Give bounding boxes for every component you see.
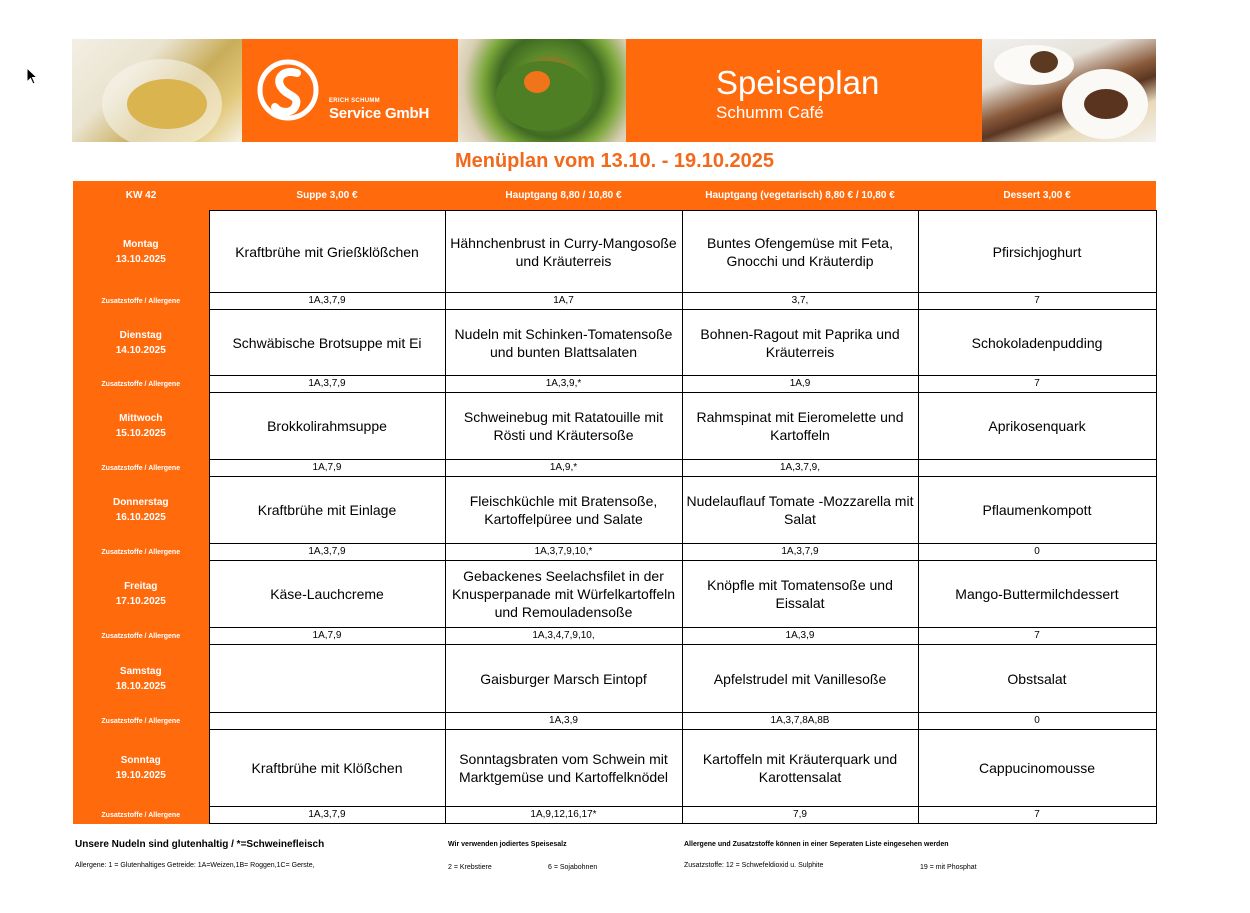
day-cell [73, 393, 209, 460]
dessert-allergens: 7 [918, 628, 1156, 645]
dessert-allergens [918, 460, 1156, 477]
day-name: Sonntag [120, 755, 161, 766]
soup-dish: Schwäbische Brotsuppe mit Ei [209, 310, 445, 376]
footer-noodles-note: Unsere Nudeln sind glutenhaltig / *=Schweinefleisch [75, 839, 325, 850]
day-name: Samstag [119, 665, 162, 677]
menu-row [73, 477, 1156, 544]
day-cell [73, 211, 209, 293]
menu-row [73, 645, 1156, 713]
company-name: Service GmbH [329, 105, 430, 122]
allergen-label: Zusatzstoffe / Allergene [73, 544, 209, 561]
food-photo-salad [458, 39, 626, 142]
soup-allergens: 1A,3,7,9 [209, 544, 445, 561]
dessert-dish: Obstsalat [918, 645, 1156, 713]
soup-allergens [209, 713, 445, 730]
footer-crustaceans: 2 = Krebstiere [448, 864, 492, 871]
header-soup: Suppe 3,00 € [209, 181, 445, 211]
menu-row [73, 561, 1156, 628]
footer-phosphate: 19 = mit Phosphat [920, 864, 977, 871]
mouse-cursor-icon [26, 67, 38, 85]
soup-dish: Kraftbrühe mit Einlage [209, 477, 445, 544]
day-name: Mittwoch [119, 413, 163, 424]
day-date: 17.10.2025 [115, 596, 166, 607]
allergen-row [73, 544, 1156, 561]
vegetarian-allergens: 1A,9 [682, 376, 918, 393]
soup-dish: Kraftbrühe mit Klößchen [209, 730, 445, 807]
menu-row [73, 730, 1156, 807]
main-allergens: 1A,3,4,7,9,10, [445, 628, 682, 645]
header-week: KW 42 [73, 181, 209, 211]
soup-allergens: 1A,7,9 [209, 628, 445, 645]
day-cell [73, 730, 209, 807]
footer-soy: 6 = Sojabohnen [548, 864, 598, 871]
title-banner [626, 39, 982, 142]
main-dish: Hähnchenbrust in Curry-Mangosoße und Kräuterreis [445, 211, 682, 293]
day-date: 13.10.2025 [115, 253, 166, 265]
footer-list-note: Allergene und Zusatzstoffe können in einer Seperaten Liste eingesehen werden [684, 841, 949, 848]
dessert-allergens: 0 [918, 544, 1156, 561]
vegetarian-allergens: 1A,3,9 [682, 628, 918, 645]
allergen-row [73, 807, 1156, 824]
menu-row [73, 310, 1156, 376]
allergen-row [73, 460, 1156, 477]
allergen-row [73, 293, 1156, 310]
day-date: 18.10.2025 [115, 680, 166, 692]
day-name: Dienstag [119, 329, 162, 341]
soup-allergens: 1A,3,7,9 [209, 293, 445, 310]
main-allergens: 1A,3,7,9,10,* [445, 544, 682, 561]
main-dish: Fleischküchle mit Bratensoße, Kartoffelpüree und Salate [445, 477, 682, 544]
dessert-allergens: 7 [918, 376, 1156, 393]
dessert-allergens: 7 [918, 807, 1156, 824]
footer-salt-note: Wir verwenden jodiertes Speisesalz [448, 841, 567, 848]
main-dish: Gaisburger Marsch Eintopf [445, 645, 682, 713]
allergen-row [73, 713, 1156, 730]
dessert-allergens: 7 [918, 293, 1156, 310]
food-photo-meatballs [982, 39, 1156, 142]
page-subtitle: Schumm Café [716, 103, 824, 122]
dessert-dish: Schokoladenpudding [918, 310, 1156, 376]
schumm-logo-icon [257, 59, 319, 121]
vegetarian-allergens: 1A,3,7,9 [682, 544, 918, 561]
day-cell [73, 645, 209, 713]
allergen-label: Zusatzstoffe / Allergene [73, 807, 209, 824]
vegetarian-allergens: 1A,3,7,9, [682, 460, 918, 477]
soup-dish: Kraftbrühe mit Grießklößchen [209, 211, 445, 293]
day-name: Donnerstag [112, 497, 169, 508]
header-vegetarian: Hauptgang (vegetarisch) 8,80 € / 10,80 € [682, 181, 918, 211]
allergen-label: Zusatzstoffe / Allergene [73, 713, 209, 730]
vegetarian-dish: Nudelauflauf Tomate -Mozzarella mit Salat [682, 477, 918, 544]
menu-period-heading: Menüplan vom 13.10. - 19.10.2025 [454, 150, 775, 172]
day-date: 16.10.2025 [115, 512, 166, 523]
main-dish: Sonntagsbraten vom Schwein mit Marktgemüse und Kartoffelknödel [445, 730, 682, 807]
company-small-name: ERICH SCHUMM [329, 98, 380, 104]
footer-allergens: Allergene: 1 = Glutenhaltiges Getreide: 1A=Weizen,1B= Roggen,1C= Gerste, [75, 862, 315, 869]
soup-dish [209, 645, 445, 713]
vegetarian-dish: Kartoffeln mit Kräuterquark und Karottensalat [682, 730, 918, 807]
dessert-dish: Pflaumenkompott [918, 477, 1156, 544]
dessert-dish: Cappucinomousse [918, 730, 1156, 807]
menu-row [73, 211, 1156, 293]
day-date: 19.10.2025 [115, 770, 166, 781]
main-allergens: 1A,3,9,* [445, 376, 682, 393]
main-dish: Gebackenes Seelachsfilet in der Knusperpanade mit Würfelkartoffeln und Remouladensoße [445, 561, 682, 628]
food-photo-pasta [72, 39, 242, 142]
soup-dish: Brokkolirahmsuppe [209, 393, 445, 460]
header-main: Hauptgang 8,80 / 10,80 € [445, 181, 682, 211]
main-dish: Schweinebug mit Ratatouille mit Rösti und Kräutersoße [445, 393, 682, 460]
vegetarian-dish: Rahmspinat mit Eieromelette und Kartoffeln [682, 393, 918, 460]
allergen-label: Zusatzstoffe / Allergene [73, 460, 209, 477]
day-cell [73, 561, 209, 628]
soup-allergens: 1A,3,7,9 [209, 376, 445, 393]
day-date: 15.10.2025 [115, 428, 166, 439]
allergen-label: Zusatzstoffe / Allergene [73, 376, 209, 393]
header-dessert: Dessert 3,00 € [918, 181, 1156, 211]
day-cell [73, 477, 209, 544]
vegetarian-allergens: 3,7, [682, 293, 918, 310]
allergen-label: Zusatzstoffe / Allergene [73, 628, 209, 645]
day-name: Montag [122, 238, 159, 250]
company-logo [242, 39, 458, 142]
vegetarian-dish: Knöpfle mit Tomatensoße und Eissalat [682, 561, 918, 628]
dessert-dish: Aprikosenquark [918, 393, 1156, 460]
dessert-allergens: 0 [918, 713, 1156, 730]
dessert-dish: Pfirsichjoghurt [918, 211, 1156, 293]
vegetarian-dish: Buntes Ofengemüse mit Feta, Gnocchi und Kräuterdip [682, 211, 918, 293]
soup-dish: Käse-Lauchcreme [209, 561, 445, 628]
main-allergens: 1A,9,12,16,17* [445, 807, 682, 824]
main-allergens: 1A,7 [445, 293, 682, 310]
vegetarian-dish: Apfelstrudel mit Vanillesoße [682, 645, 918, 713]
vegetarian-dish: Bohnen-Ragout mit Paprika und Kräuterreis [682, 310, 918, 376]
dessert-dish: Mango-Buttermilchdessert [918, 561, 1156, 628]
page-title: Speiseplan [716, 64, 880, 101]
day-date: 14.10.2025 [115, 344, 166, 356]
day-cell [73, 310, 209, 376]
menu-row [73, 393, 1156, 460]
vegetarian-allergens: 7,9 [682, 807, 918, 824]
allergen-row [73, 628, 1156, 645]
main-dish: Nudeln mit Schinken-Tomatensoße und bunten Blattsalaten [445, 310, 682, 376]
day-name: Freitag [124, 581, 158, 592]
vegetarian-allergens: 1A,3,7,8A,8B [682, 713, 918, 730]
allergen-row [73, 376, 1156, 393]
menu-table [73, 181, 1157, 824]
main-allergens: 1A,3,9 [445, 713, 682, 730]
soup-allergens: 1A,3,7,9 [209, 807, 445, 824]
allergen-label: Zusatzstoffe / Allergene [73, 293, 209, 310]
soup-allergens: 1A,7,9 [209, 460, 445, 477]
footer-additives: Zusatzstoffe: 12 = Schwefeldioxid u. Sulphite [684, 862, 824, 869]
main-allergens: 1A,9,* [445, 460, 682, 477]
